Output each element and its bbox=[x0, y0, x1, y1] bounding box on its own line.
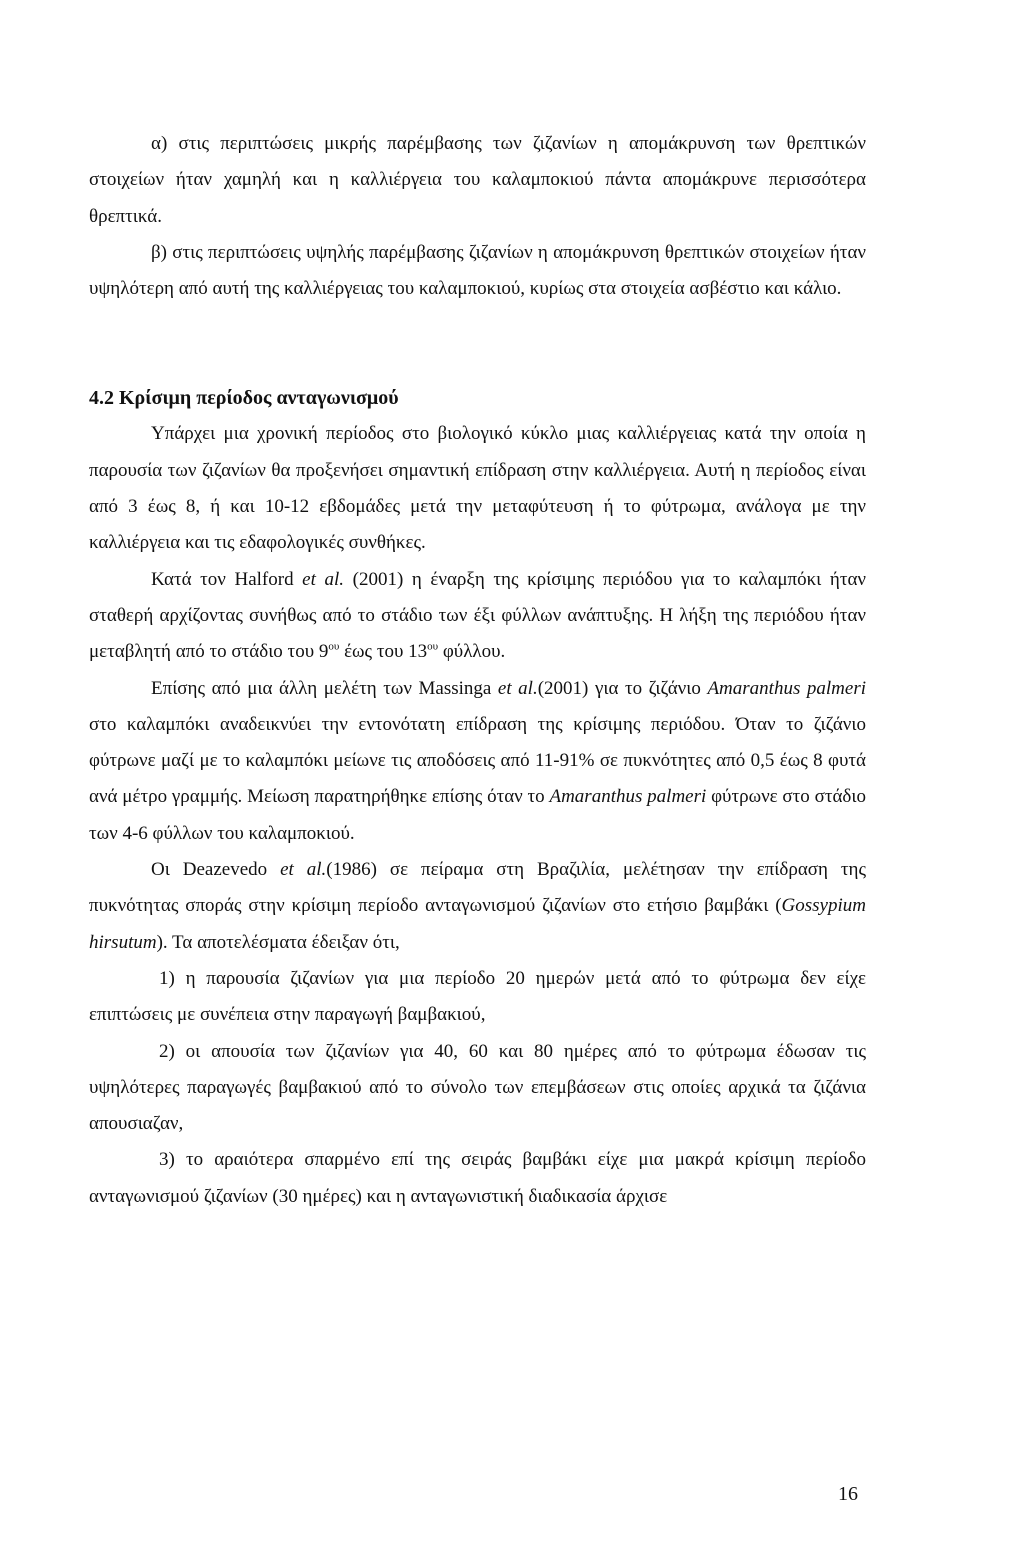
text-segment: Επίσης από μια άλλη μελέτη των Massinga bbox=[151, 677, 498, 699]
paragraph-critical-period: Υπάρχει μια χρονική περίοδος στο βιολογικό κύκλο μιας καλλιέργειας κατά την οποία η παρουσία των ζιζανίων θα προξενήσει σημαντική επίδραση στην καλλιέργεια. Αυτή η περίοδος είναι από 3 έως 8, ή και 10-12 εβδομάδες μετά την μεταφύτευση ή το φύτρωμα, ανάλογα με την καλλιέργεια και τις εδαφολογικές συνθήκες. bbox=[89, 423, 866, 554]
species-name: Gossypium hirsutum bbox=[89, 895, 866, 953]
section-gap bbox=[89, 307, 866, 380]
text-segment: (1986) σε πείραμα στη Βραζιλία, μελέτησαν την επίδραση της πυκνότητας σποράς στην κρίσιμη περίοδο ανταγωνισμού ζιζανίων στο ετήσιο βαμβάκι ( bbox=[89, 859, 866, 917]
paragraph-deazevedo bbox=[89, 852, 866, 961]
section-heading: 4.2 Κρίσιμη περίοδος ανταγωνισμού bbox=[89, 387, 399, 410]
text-segment: (2001) η έναρξη της κρίσιμης περιόδου για το καλαμπόκι ήταν σταθερή αρχίζοντας συνήθως από το στάδιο των έξι φύλλων ανάπτυξης. Η λήξη της περιόδου ήταν μεταβλητή από το στάδιο του 9 bbox=[89, 568, 866, 663]
text-segment: ). Τα αποτελέσματα έδειξαν ότι, bbox=[156, 931, 400, 953]
citation-etal: et al. bbox=[302, 568, 345, 590]
document-page bbox=[89, 126, 866, 1215]
result-item-1: 1) η παρουσία ζιζανίων για μια περίοδο 20 ημερών μετά από το φύτρωμα δεν είχε επιπτώσεις με συνέπεια στην παραγωγή βαμβακιού, bbox=[89, 967, 866, 1026]
result-item-2: 2) οι απουσία των ζιζανίων για 40, 60 και 80 ημέρες από το φύτρωμα έδωσαν τις υψηλότερες παραγωγές βαμβακιού από το σύνολο των επεμβάσεων στις οποίες αρχικά τα ζιζάνια απουσιαζαν, bbox=[89, 1040, 866, 1135]
citation-etal: et al. bbox=[280, 859, 327, 881]
result-item-3: 3) το αραιότερα σπαρμένο επί της σειράς βαμβάκι είχε μια μακρά κρίσιμη περίοδο ανταγωνισμού ζιζανίων (30 ημέρες) και η ανταγωνιστική διαδικασία άρχισε bbox=[89, 1149, 866, 1207]
text-segment: έως του 13 bbox=[339, 641, 428, 663]
list-item-alpha: α) στις περιπτώσεις μικρής παρέμβασης των ζιζανίων η απομάκρυνση των θρεπτικών στοιχείων ήταν χαμηλή και η καλλιέργεια του καλαμποκιού πάντα απομάκρυνε περισσότερα θρεπτικά. bbox=[89, 133, 866, 227]
text-segment: Οι Deazevedo bbox=[151, 859, 281, 881]
page-number: 16 bbox=[838, 1483, 858, 1505]
list-item-beta: β) στις περιπτώσεις υψηλής παρέμβασης ζιζανίων η απομάκρυνση θρεπτικών στοιχείων ήταν υψηλότερη από αυτή της καλλιέργειας του καλαμποκιού, κυρίως στα στοιχεία ασβέστιο και κάλιο. bbox=[89, 241, 866, 300]
text-segment: Κατά τον Halford bbox=[151, 568, 303, 590]
species-name: Amaranthus palmeri bbox=[549, 786, 707, 808]
paragraph-massinga bbox=[89, 671, 866, 852]
citation-etal: et al. bbox=[497, 677, 538, 699]
species-name: Amaranthus palmeri bbox=[707, 677, 867, 699]
ordinal-superscript: ου bbox=[427, 640, 439, 653]
text-segment: στο καλαμπόκι αναδεικνύει την εντονότατη επίδραση της κρίσιμης περιόδου. Όταν το ζιζάνιο φύτρωνε μαζί με το καλαμπόκι μείωνε τις αποδόσεις από 11-91% σε πυκνότητες από 0,5 έως 8 φυτά ανά μέτρο γραμμής. Μείωση παρατηρήθηκε επίσης όταν το bbox=[89, 713, 866, 808]
text-segment: φύτρωνε στο στάδιο των 4-6 φύλλων του καλαμποκιού. bbox=[89, 786, 866, 844]
text-segment: (2001) για το ζιζάνιο bbox=[537, 677, 708, 699]
text-segment: φύλλου. bbox=[438, 641, 506, 663]
paragraph-halford bbox=[89, 562, 866, 671]
ordinal-superscript: ου bbox=[328, 640, 340, 653]
